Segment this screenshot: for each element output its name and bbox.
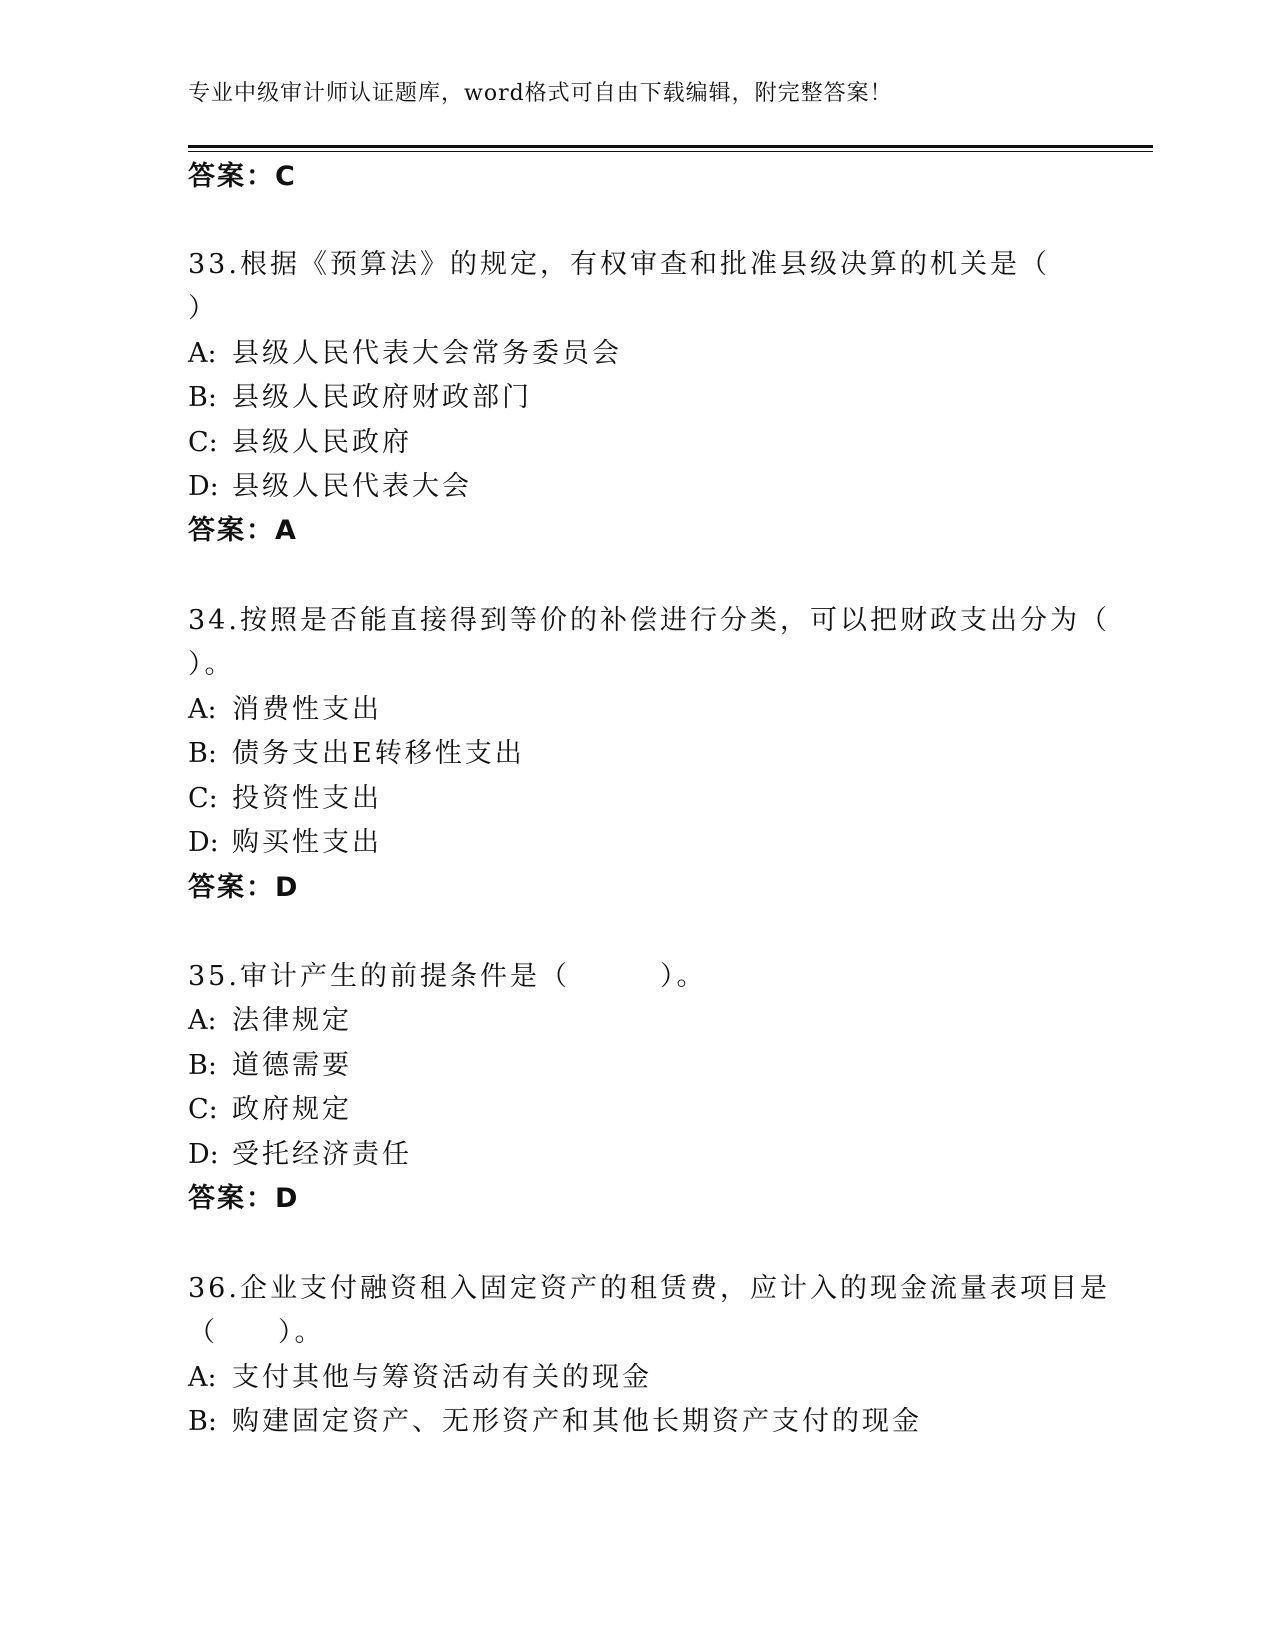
option-d [188, 1138, 412, 1172]
option-a [188, 1004, 352, 1038]
answer: 答案：D [188, 1183, 300, 1214]
option-text: 法律规定 [232, 1005, 352, 1036]
option-key: A: [188, 1362, 217, 1393]
previous-answer: 答案：C [188, 161, 297, 192]
option-key: B: [188, 382, 217, 413]
option-key: A: [188, 338, 217, 369]
option-b [188, 1049, 352, 1083]
question-stem-continued: ） [188, 293, 218, 324]
option-a [188, 337, 622, 371]
question-stem-continued: ）。 [188, 649, 235, 680]
question-stem: 34.按照是否能直接得到等价的补偿进行分类，可以把财政支出分为（ [188, 605, 1110, 636]
option-text: 购买性支出 [232, 827, 382, 858]
option-text: 消费性支出 [232, 694, 382, 725]
option-key: A: [188, 694, 217, 725]
option-key: A: [188, 1005, 217, 1036]
question-stem-continued: （ ）。 [188, 1317, 325, 1348]
question-stem: 33.根据《预算法》的规定，有权审查和批准县级决算的机关是（ [188, 249, 1050, 280]
option-c [188, 426, 412, 460]
option-d [188, 826, 382, 860]
option-key: C: [188, 783, 218, 814]
option-key: C: [188, 427, 218, 458]
option-text: 债务支出E转移性支出 [232, 738, 525, 769]
header-divider-thick [188, 145, 1153, 148]
option-key: D: [188, 1139, 219, 1170]
option-text: 道德需要 [232, 1050, 352, 1081]
option-text: 政府规定 [232, 1094, 352, 1125]
header-divider-thin [188, 151, 1153, 152]
option-text: 县级人民政府 [232, 427, 412, 458]
answer: 答案：A [188, 515, 298, 546]
option-key: C: [188, 1094, 218, 1125]
page-header: 专业中级审计师认证题库，word格式可自由下载编辑，附完整答案！ [188, 81, 893, 106]
option-b [188, 737, 525, 771]
option-text: 购建固定资产、无形资产和其他长期资产支付的现金 [232, 1406, 922, 1437]
option-key: B: [188, 1050, 217, 1081]
option-d [188, 470, 472, 504]
option-text: 投资性支出 [232, 783, 382, 814]
option-c [188, 1093, 352, 1127]
option-b [188, 381, 532, 415]
option-key: D: [188, 827, 219, 858]
option-a [188, 1361, 652, 1395]
option-b [188, 1405, 922, 1439]
option-key: D: [188, 471, 219, 502]
option-key: B: [188, 738, 217, 769]
question-stem: 36.企业支付融资租入固定资产的租赁费，应计入的现金流量表项目是 [188, 1273, 1110, 1304]
answer: 答案：D [188, 872, 300, 903]
option-key: B: [188, 1406, 217, 1437]
option-c [188, 782, 382, 816]
question-stem: 35.审计产生的前提条件是（ ）。 [188, 961, 707, 992]
option-text: 县级人民代表大会常务委员会 [232, 338, 622, 369]
option-text: 县级人民代表大会 [232, 471, 472, 502]
option-text: 县级人民政府财政部门 [232, 382, 532, 413]
option-text: 支付其他与筹资活动有关的现金 [232, 1362, 652, 1393]
option-text: 受托经济责任 [232, 1139, 412, 1170]
option-a [188, 693, 382, 727]
